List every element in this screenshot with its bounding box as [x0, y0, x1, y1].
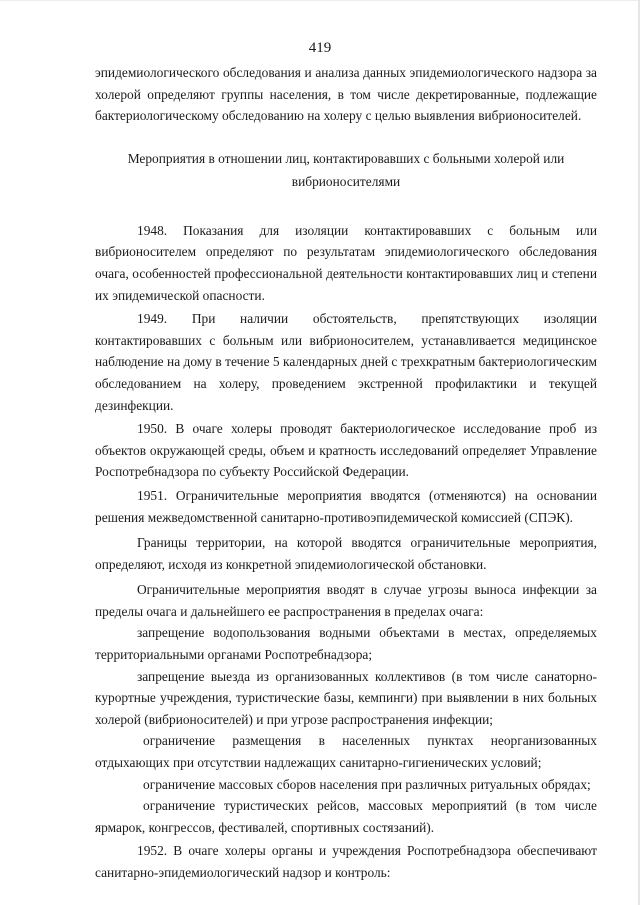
section-heading: Мероприятия в отношении лиц, контактировавших с больными холерой или вибрионосителями: [127, 150, 565, 189]
measure-item: ограничение размещения в населенных пунктах неорганизованных отдыхающих при отсутствии надлежащих санитарно-гигиенических условий;: [95, 733, 597, 771]
page-edge-top: [0, 0, 640, 1]
document-body: [95, 62, 597, 884]
paragraph-1948: 1948. Показания для изоляции контактировавших с больным или вибрионосителем определяют по результатам эпидемиологического обследования очага, особенностей профессиональной деятельности контактировавших лиц и степени их эпидемической опасности.: [95, 222, 597, 303]
paragraph-1950: 1950. В очаге холеры проводят бактериологическое исследование проб из объектов окружающей среды, объем и кратность исследований определяет Управление Роспотребнадзора по субъекту Российской Федерации.: [95, 421, 597, 480]
measure-item: запрещение выезда из организованных коллективов (в том числе санаторно-курортные учреждения, туристические базы, кемпинги) при выявлении в них больных холерой (вибрионосителей) и при угрозе распространения инфекции;: [95, 668, 597, 727]
paragraph-restrictions-intro: Ограничительные мероприятия вводят в случае угрозы выноса инфекции за пределы очага и дальнейшего ее распространения в пределах очага:: [95, 582, 597, 619]
page-number: 419: [308, 40, 332, 56]
measure-item: ограничение туристических рейсов, массовых мероприятий (в том числе ярмарок, конгрессов, фестивалей, спортивных состязаний).: [95, 798, 597, 835]
paragraph-1951: 1951. Ограничительные мероприятия вводятся (отменяются) на основании решения межведомственной санитарно-противоэпидемической комиссией (СПЭК).: [95, 487, 597, 525]
intro-paragraph: эпидемиологического обследования и анализа данных эпидемиологического надзора за холерой определяют группы населения, в том числе декретированные, подлежащие бактериологическому обследованию на холеру с целью выявления вибрионосителей.: [95, 65, 597, 124]
paragraph-borders: Границы территории, на которой вводятся ограничительные мероприятия, определяют, исходя из конкретной эпидемиологической обстановки.: [95, 535, 597, 572]
paragraph-1949: 1949. При наличии обстоятельств, препятствующих изоляции контактировавших с больным или вибрионосителем, устанавливается медицинское наблюдение на дому в течение 5 календарных дней с трехкратным бактериологическим обследованием на холеру, проведением экстренной профилактики и текущей дезинфекции.: [95, 311, 597, 413]
measure-item: ограничение массовых сборов населения при различных ритуальных обрядах;: [143, 776, 591, 792]
paragraph-1952: 1952. В очаге холеры органы и учреждения Роспотребнадзора обеспечивают санитарно-эпидемиологический надзор и контроль:: [95, 843, 597, 880]
measure-item: запрещение водопользования водными объектами в местах, определяемых территориальными органами Роспотребнадзора;: [95, 625, 597, 663]
